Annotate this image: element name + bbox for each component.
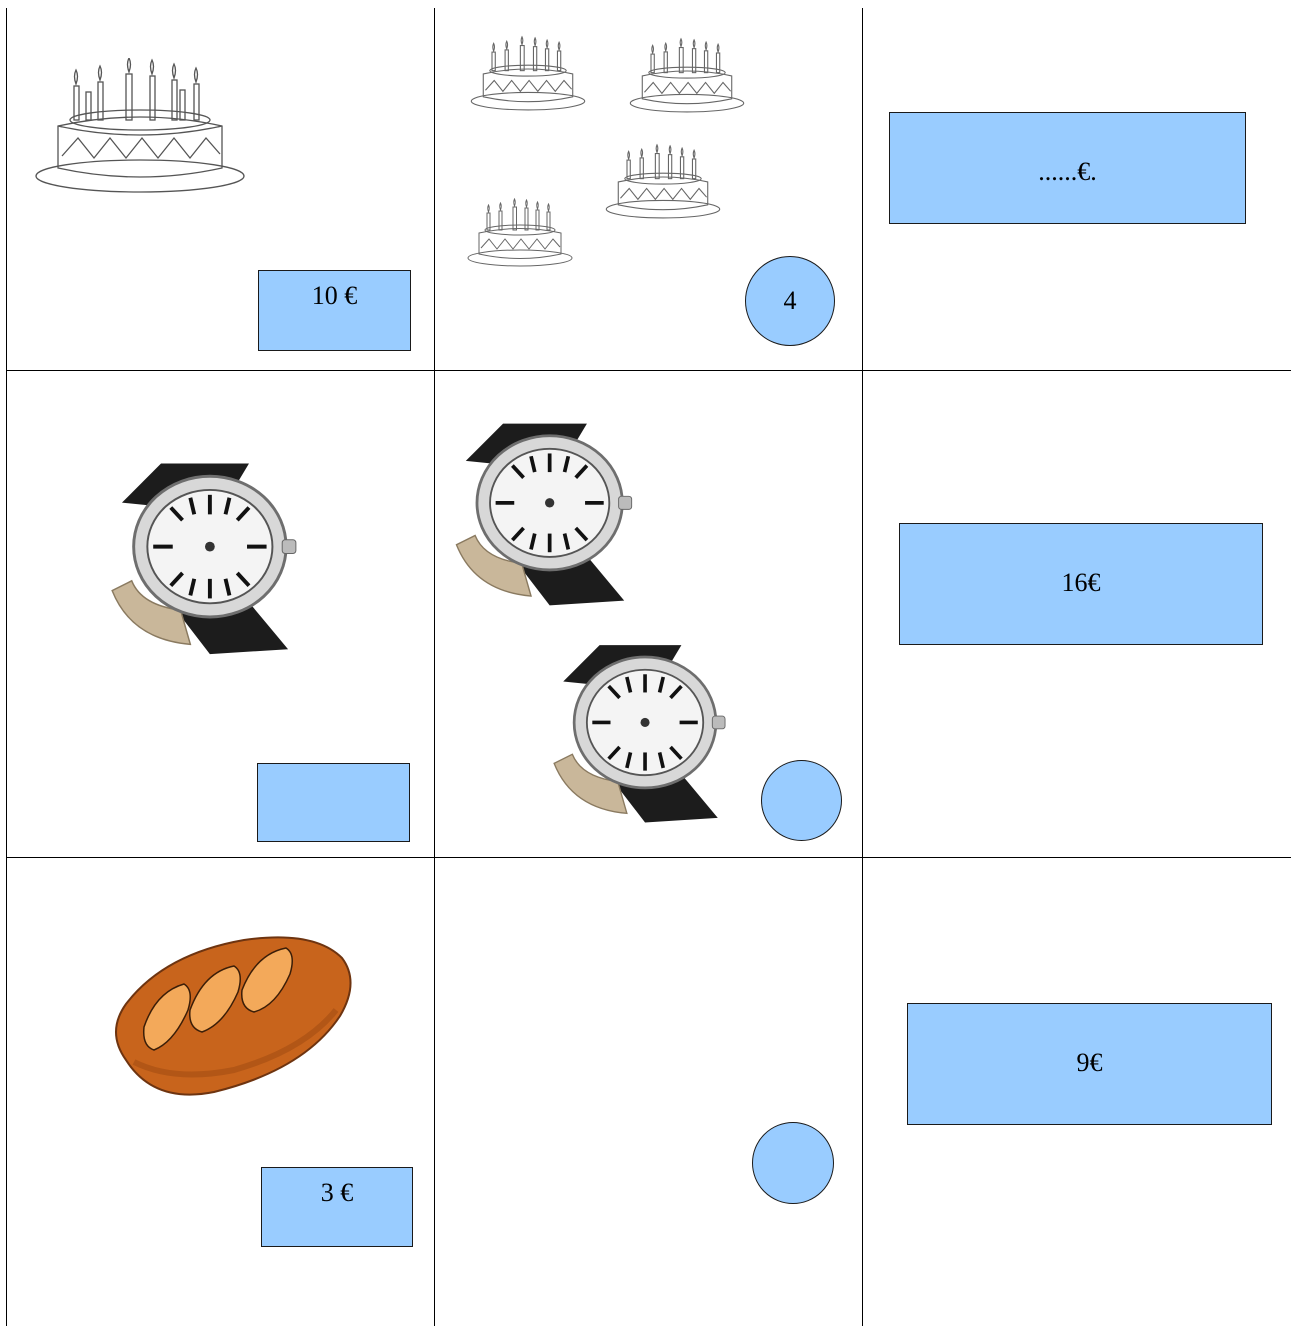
total-box[interactable]	[899, 523, 1263, 645]
cake-icon	[465, 195, 575, 273]
table-border-row1	[6, 370, 1291, 371]
watch-icon	[445, 405, 645, 610]
table-border-row2	[6, 857, 1291, 858]
cake-icon	[603, 143, 723, 223]
total-value: 16€	[1061, 568, 1101, 597]
watch-icon	[100, 444, 310, 659]
cake-icon	[627, 37, 747, 117]
quantity-value: 4	[783, 286, 797, 315]
total-box[interactable]	[889, 112, 1246, 224]
total-value: 9€	[1076, 1048, 1103, 1077]
watch-icon	[543, 627, 738, 827]
unit-price-box[interactable]	[258, 270, 411, 351]
total-box[interactable]	[907, 1003, 1272, 1125]
unit-price-box[interactable]	[261, 1167, 413, 1247]
quantity-circle[interactable]	[761, 760, 842, 841]
unit-price-value: 10 €	[311, 281, 358, 310]
table-border-col2	[862, 8, 863, 1326]
cake-icon	[468, 35, 588, 115]
total-value: ......€.	[1038, 157, 1097, 186]
quantity-circle[interactable]	[745, 256, 835, 346]
bread-icon	[104, 932, 354, 1104]
table-border-left	[6, 8, 7, 1326]
unit-price-value: 3 €	[320, 1178, 354, 1207]
table-border-col1	[434, 8, 435, 1326]
cake-icon	[30, 58, 250, 198]
unit-price-box[interactable]	[257, 763, 410, 842]
quantity-circle[interactable]	[752, 1122, 834, 1204]
